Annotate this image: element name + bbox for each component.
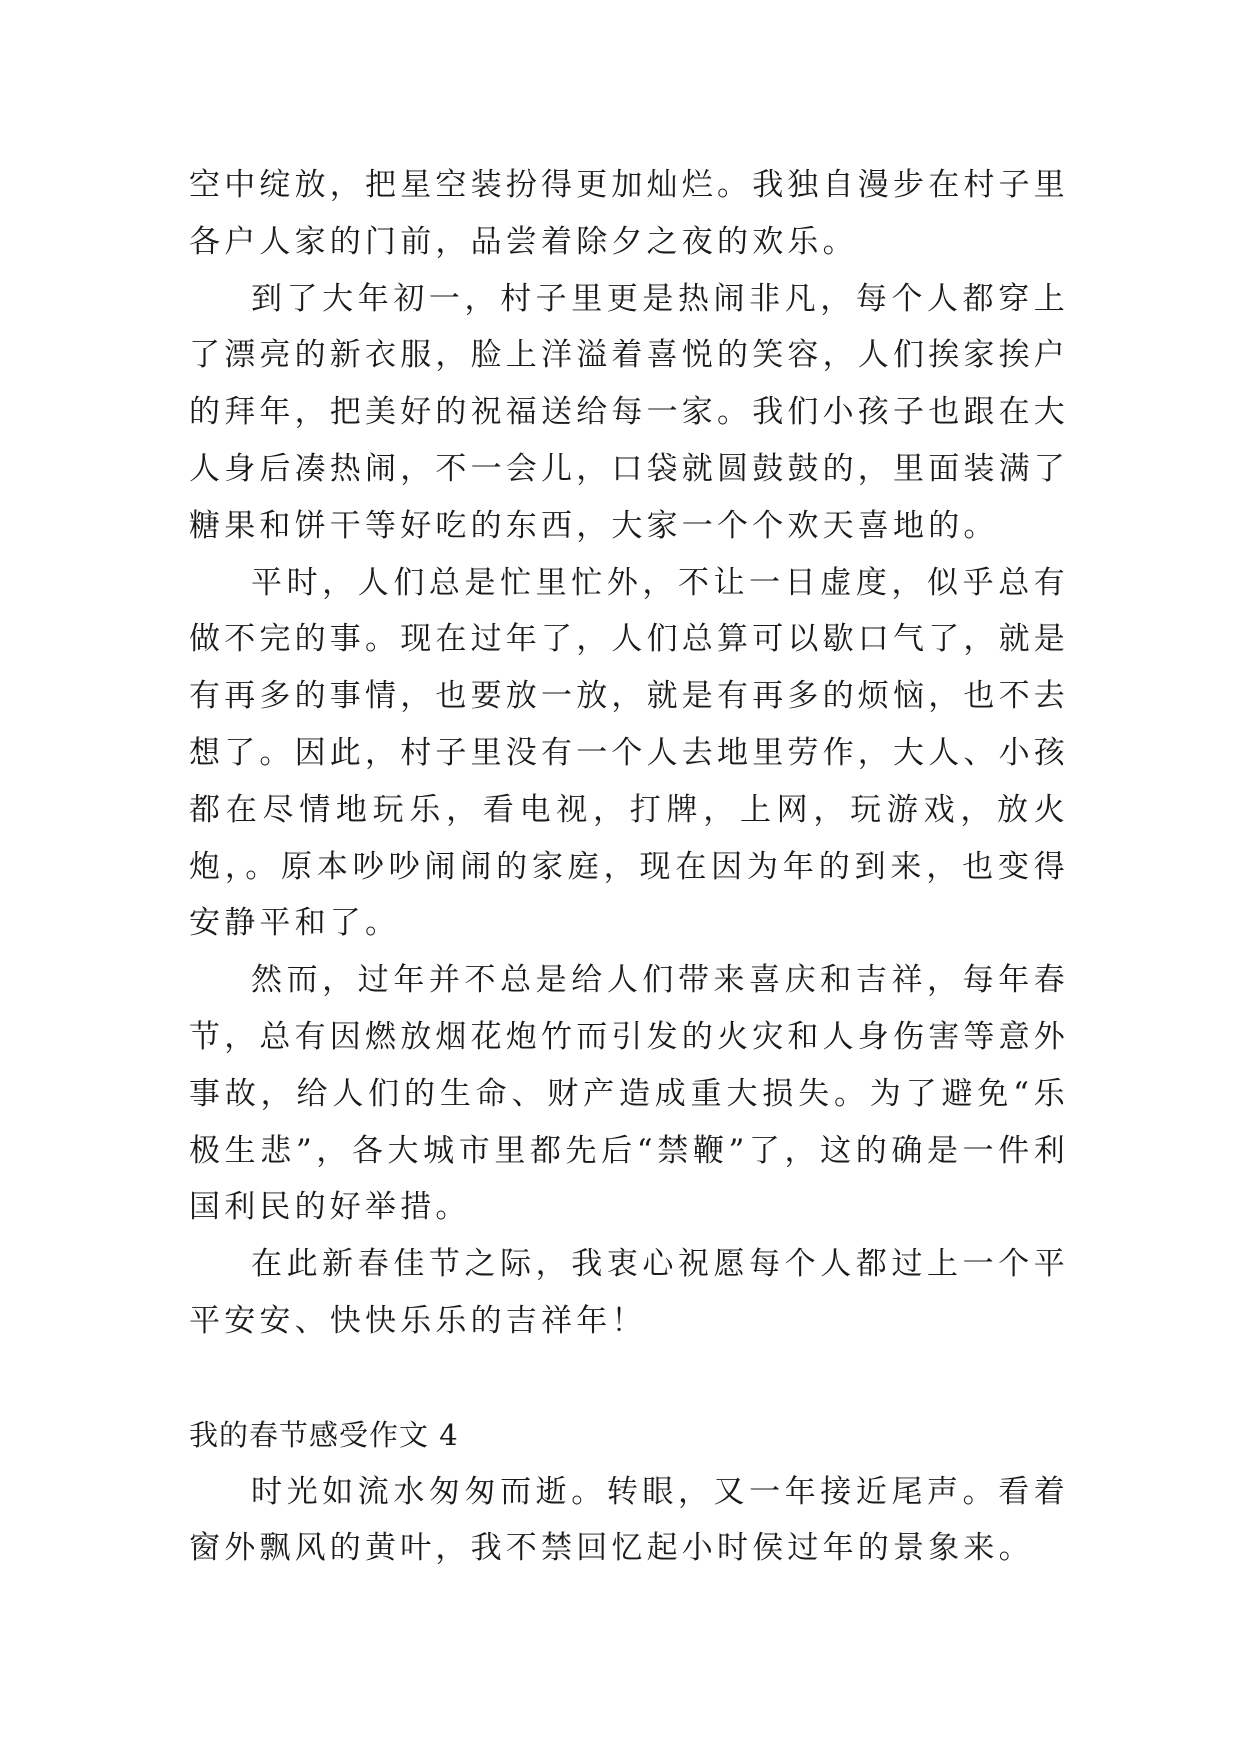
document-body: [189, 157, 1069, 1577]
paragraph-rest: 平时，人们总是忙里忙外，不让一日虚度，似乎总有做不完的事。现在过年了，人们总算可以歇口气了，就是有再多的事情，也要放一放，就是有再多的烦恼，也不去想了。因此，村子里没有一个人去地里劳作，大人、小孩都在尽情地玩乐，看电视，打牌，上网，玩游戏，放火炮，。原本吵吵闹闹的家庭，现在因为年的到来，也变得安静平和了。: [189, 564, 1069, 942]
paragraph-essay4-intro: 时光如流水匆匆而逝。转眼，又一年接近尾声。看着窗外飘风的黄叶，我不禁回忆起小时侯过年的景象来。: [189, 1473, 1069, 1567]
essay-heading: 我的春节感受作文 4: [189, 1417, 459, 1452]
paragraph-continued: 空中绽放，把星空装扮得更加灿烂。我独自漫步在村子里各户人家的门前，品尝着除夕之夜的欢乐。: [189, 167, 1069, 260]
paragraph-new-year-day: 到了大年初一，村子里更是热闹非凡，每个人都穿上了漂亮的新衣服，脸上洋溢着喜悦的笑容，人们挨家挨户的拜年，把美好的祝福送给每一家。我们小孩子也跟在大人身后凑热闹，不一会儿，口袋就圆鼓鼓的，里面装满了糖果和饼干等好吃的东西，大家一个个欢天喜地的。: [189, 280, 1069, 544]
paragraph-wishes: 在此新春佳节之际，我衷心祝愿每个人都过上一个平平安安、快快乐乐的吉祥年！: [189, 1246, 1069, 1339]
paragraph-safety: 然而，过年并不总是给人们带来喜庆和吉祥，每年春节，总有因燃放烟花炮竹而引发的火灾和人身伤害等意外事故，给人们的生命、财产造成重大损失。为了避免“乐极生悲”，各大城市里都先后“禁鞭”了，这的确是一件利国利民的好举措。: [189, 962, 1069, 1226]
